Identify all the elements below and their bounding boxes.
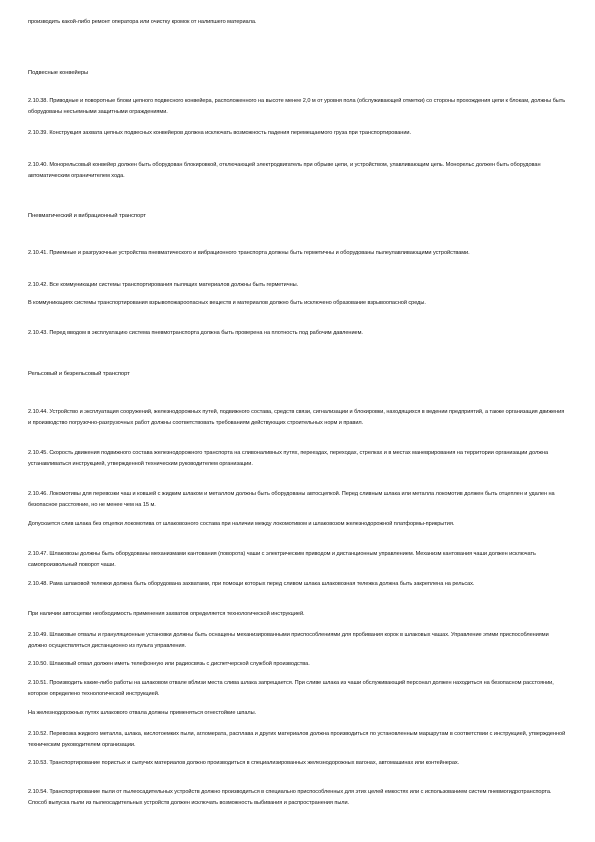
- section-heading-conveyors: Подвесные конвейеры: [28, 70, 89, 76]
- paragraph-2-10-52: 2.10.52. Перевозка жидкого металла, шлака, кислотоемких пыли, агломерата, расплава и других материалов должна производиться по установленным маршрутам в соответствии с инструкцией, утвержденной техническим руководителем организации.: [28, 731, 566, 748]
- paragraph-2-10-49: 2.10.49. Шлаковые отвалы и грануляционные установки должны быть оснащены механизированными приспособлениями для пробивания корок в шлаковых чашах. Управление этими приспособлениями должно осуществляться дистанционно из пульта управления.: [28, 632, 549, 649]
- paragraph-2-10-42: 2.10.42. Все коммуникации системы транспортирования пылящих материалов должны быть герметичны.: [28, 282, 299, 288]
- paragraph-2-10-47: 2.10.47. Шлаковозы должны быть оборудованы механизмами кантования (поворота) чаши с электрическим приводом и дистанционным управлением. Механизм кантования чаши должен исключать самопроизвольный поворот чаши.: [28, 551, 536, 568]
- paragraph-2-10-40: 2.10.40. Монорельсовый конвейер должен быть оборудован блокировкой, отключающей электродвигатель при обрыве цепи, и устройством, улавливающим цепь. Монорельс должен быть оборудован автоматическим ограничителем хода.: [28, 162, 541, 179]
- paragraph-2-10-48: 2.10.48. Рама шлаковой тележки должна быть оборудована захватами, при помощи которых перед сливом шлака шлаковозная тележка должна быть закреплена на рельсах.: [28, 581, 475, 587]
- paragraph-2-10-53: 2.10.53. Транспортирование пористых и сыпучих материалов должно производиться в специализированных железнодорожных вагонах, автомашинах или контейнерах.: [28, 760, 460, 766]
- intro-fragment: производить какой-либо ремонт оператора или очистку кромок от налипшего материала.: [28, 19, 257, 25]
- paragraph-2-10-45: 2.10.45. Скорость движения подвижного состава железнодорожного транспорта на сливоналивных путях, переездах, переходах, стрелках и в местах маневрирования на территории организации должна устанавливаться инструкцией, утвержденной техническим руководителем организации.: [28, 450, 549, 467]
- paragraph-explosive: В коммуникациях системы транспортирования взрывопожароопасных веществ и материалов должно быть исключено образование взрывоопасной среды.: [28, 300, 426, 306]
- paragraph-2-10-46: 2.10.46. Локомотивы для перевозки чаш и ковшей с жидким шлаком и металлом должны быть оборудованы автосцепкой. Перед сливным шлака или металла локомотив должен быть отцеплен и удален на безопасное расстояние, но не менее чем на 15 м.: [28, 491, 555, 508]
- paragraph-2-10-39: 2.10.39. Конструкция захвата цепных подвесных конвейеров должна исключать возможность падения перемещаемого груза при транспортировании.: [28, 130, 411, 136]
- paragraph-2-10-54: 2.10.54. Транспортирование пыли от пылеосадительных устройств должно производиться в специально приспособленных для этих целей емкостях или с использованием систем пневмогидротранспорта. Способ выпуска пыли из пылеосадительных устройств должен исключать возможность выбивания и распространения пыли.: [28, 789, 552, 806]
- paragraph-2-10-44: 2.10.44. Устройство и эксплуатация сооружений, железнодорожных путей, подвижного состава, средств связи, сигнализации и блокировки, находящихся в ведении предприятий, а также организация движения и производство погрузочно-разгрузочных работ должны соответствовать требованиям действующих строительных норм и правил.: [28, 409, 565, 426]
- paragraph-autocoupling: При наличии автосцепки необходимость применения захватов определяется технологической инструкцией.: [28, 611, 305, 617]
- paragraph-2-10-43: 2.10.43. Перед вводом в эксплуатацию система пневмотранспорта должна быть проверена на плотность под рабочим давлением.: [28, 330, 363, 336]
- section-heading-rail: Рельсовый и безрельсовый транспорт: [28, 371, 130, 377]
- paragraph-2-10-41: 2.10.41. Приемные и разгрузочные устройства пневматического и вибрационного транспорта должны быть герметичны и оборудованы пылеулавливающими устройствами.: [28, 250, 470, 256]
- paragraph-2-10-50: 2.10.50. Шлаковый отвал должен иметь телефонную или радиосвязь с диспетчерской службой производства.: [28, 661, 310, 667]
- paragraph-slag-no-uncoupling: Допускается слив шлака без отцепки локомотива от шлаковозного состава при наличии между локомотивом и шлаковозом железнодорожной платформы-прикрытия.: [28, 521, 455, 527]
- paragraph-2-10-51: 2.10.51. Производить какие-либо работы на шлаковом отвале вблизи места слива шлака запрещается. При сливе шлака из чаши обслуживающий персонал должен находиться на безопасном расстоянии, которое определено технологической инструкцией.: [28, 680, 554, 697]
- paragraph-2-10-38: 2.10.38. Приводные и поворотные блоки цепного подвесного конвейера, расположенного на высоте менее 2,0 м от уровня пола (обслуживающей отметки) со стороны прохождения цепи к блокам, должны быть оборудованы несъемными защитными ограждениями.: [28, 98, 566, 115]
- section-heading-pneumatic: Пневматический и вибрационный транспорт: [28, 213, 146, 219]
- paragraph-fireproof-sleepers: На железнодорожных путях шлакового отвала должны применяться огнестойкие шпалы.: [28, 710, 257, 716]
